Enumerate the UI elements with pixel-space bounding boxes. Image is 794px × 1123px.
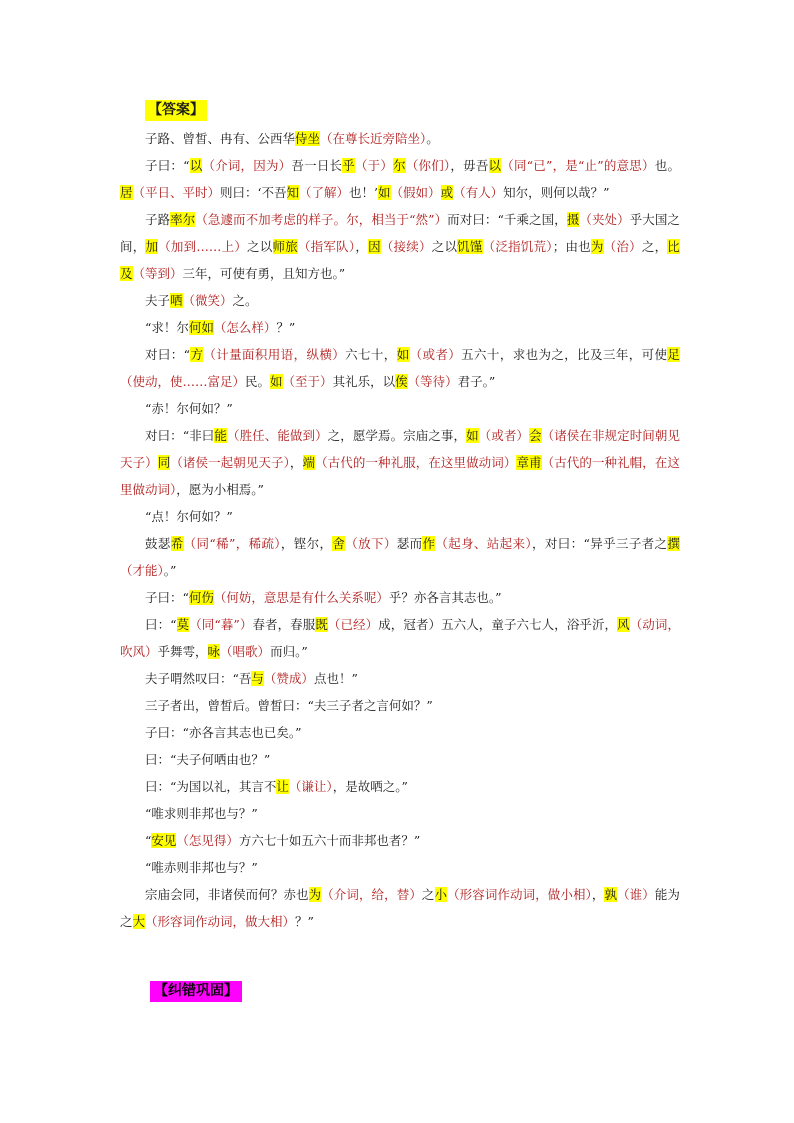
highlighted-word: 如	[270, 374, 283, 389]
paragraph	[120, 287, 680, 314]
highlighted-word: 知	[286, 185, 300, 200]
paragraph	[120, 422, 680, 503]
annotation-note: （同“稀”，稀疏）	[183, 536, 281, 551]
annotation-note: （动词，吹风）	[120, 617, 680, 659]
highlighted-word: 哂	[170, 293, 183, 308]
text-run: 则曰：‘不吾	[220, 185, 287, 200]
text-run: 对曰：“	[145, 347, 191, 362]
annotation-note: （诸侯一起朝见天子）	[170, 455, 290, 470]
text-run: ，铿尔，	[280, 536, 333, 551]
highlighted-word: 莫	[176, 617, 190, 632]
text-run: 瑟而	[396, 536, 423, 551]
text-run: 之。	[232, 293, 258, 308]
paragraph	[120, 719, 680, 746]
paragraph	[120, 503, 680, 530]
annotation-note: （计量面积用语，纵横）	[203, 347, 346, 362]
text-run: 君子。”	[457, 374, 496, 389]
highlighted-word: 撰	[667, 536, 680, 551]
text-run: 曰：“夫子何哂由也？”	[145, 752, 271, 767]
text-run: 子曰：“	[145, 590, 189, 605]
highlighted-word: 如	[466, 428, 479, 443]
annotation-note: （形容词作动词，做大相）	[145, 914, 296, 929]
text-run: 之以	[431, 239, 458, 254]
highlighted-word: 孰	[604, 887, 618, 902]
annotation-note: （同“暮”）	[189, 617, 253, 632]
text-run: 点也！”	[313, 671, 358, 686]
text-run: 成，冠者）五六人，童子六七人，浴乎沂，	[378, 617, 618, 632]
annotation-note: （有人）	[453, 185, 504, 200]
text-run: 乎大国之间，	[120, 212, 680, 254]
highlighted-word: 能	[214, 428, 227, 443]
paragraph	[120, 827, 680, 854]
highlighted-word: 作	[422, 536, 436, 551]
text-run: 吾一日长	[291, 158, 343, 173]
highlighted-word: 率尔	[170, 212, 196, 227]
highlighted-word: 加	[145, 239, 159, 254]
annotation-note: （放下）	[345, 536, 397, 551]
annotation-note: （等待）	[407, 374, 458, 389]
text-run: 五六十，求也为之，比及三年，可使	[461, 347, 668, 362]
highlighted-word: 既	[315, 617, 328, 632]
annotation-note: （治）	[603, 239, 642, 254]
annotation-note: （古代的一种礼帽，在这里做动词）	[120, 455, 680, 497]
text-run: 方六七十如五六十而非邦也者？”	[238, 833, 421, 848]
annotation-note: （泛指饥荒）	[482, 239, 553, 254]
annotation-note: （急遽而不加考虑的样子。尔，相当于“然”）	[195, 212, 448, 227]
text-run: “	[145, 833, 152, 848]
annotation-note: （诸侯在非规定时间朝见天子）	[120, 428, 680, 470]
text-run: 也。	[654, 158, 680, 173]
highlighted-word: 舍	[332, 536, 346, 551]
text-run: 子曰：“亦各言其志也已矣。”	[145, 725, 302, 740]
text-run: ，	[591, 887, 605, 902]
annotation-note: （夹处）	[579, 212, 630, 227]
annotation-note: （介词，因为）	[202, 158, 292, 173]
text-run: 对曰：“非曰	[145, 428, 215, 443]
annotation-note: （或者）	[409, 347, 462, 362]
highlighted-word: 或	[440, 185, 454, 200]
review-heading: 【纠错巩固】	[150, 981, 242, 1002]
text-run: ？”	[276, 320, 296, 335]
text-run: 子路	[145, 212, 171, 227]
text-run: 之，	[641, 239, 668, 254]
highlighted-word: 让	[276, 779, 289, 794]
paragraph	[120, 395, 680, 422]
paragraph	[120, 584, 680, 611]
text-run: “点！尔何如？”	[145, 509, 233, 524]
highlighted-word: 以	[488, 158, 502, 173]
paragraph	[120, 125, 680, 152]
highlighted-word: 何伤	[188, 590, 214, 605]
highlighted-word: 尔	[393, 158, 406, 173]
text-run: 三年，可使有勇，且知方也。”	[182, 266, 346, 281]
highlighted-word: 侍坐	[295, 131, 321, 146]
highlighted-word: 师旅	[272, 239, 298, 254]
text-run: ，	[289, 455, 303, 470]
annotation-note: （假如）	[390, 185, 441, 200]
annotation-note: （加到……上）	[158, 239, 248, 254]
highlighted-word: 因	[368, 239, 381, 254]
annotation-note: （了解）	[299, 185, 350, 200]
text-run: 而对曰：“千乘之国，	[447, 212, 567, 227]
annotation-note: （等到）	[132, 266, 183, 281]
text-run: 也！’	[349, 185, 379, 200]
text-run: 鼓瑟	[145, 536, 171, 551]
text-run: 之，愿学焉。宗庙之事，	[327, 428, 467, 443]
highlighted-word: 如	[378, 185, 391, 200]
annotation-note: （谦让）	[288, 779, 333, 794]
annotation-note: （已经）	[327, 617, 379, 632]
text-run: 民。	[245, 374, 271, 389]
text-run: “唯赤则非邦也与？”	[145, 860, 258, 875]
text-run: ，愿为小相焉。”	[176, 482, 264, 497]
paragraph	[120, 665, 680, 692]
highlighted-word: 足	[667, 347, 680, 362]
highlighted-word: 摄	[566, 212, 580, 227]
text-run: 宗庙会同，非诸侯而何？赤也	[145, 887, 309, 902]
text-run: ，对曰：“异乎三子者之	[532, 536, 668, 551]
annotation-note: （微笑）	[182, 293, 233, 308]
text-run: ？”	[295, 914, 314, 929]
annotation-note: （古代的一种礼服，在这里做动词）	[315, 455, 517, 470]
annotation-note: （胜任、能做到）	[226, 428, 328, 443]
text-run: “唯求则非邦也与？”	[145, 806, 258, 821]
text-run: ，是故哂之。”	[332, 779, 408, 794]
highlighted-word: 风	[617, 617, 630, 632]
highlighted-word: 咏	[207, 644, 221, 659]
highlighted-word: 为	[308, 887, 322, 902]
paragraph	[120, 881, 680, 935]
text-run: 三子者出，曾皙后。曾皙曰：“夫三子者之言何如？”	[145, 698, 433, 713]
text-run: 夫子	[145, 293, 171, 308]
paragraph	[120, 530, 680, 584]
annotation-note: （介词，给，替）	[321, 887, 422, 902]
paragraph	[120, 854, 680, 881]
paragraph	[120, 611, 680, 665]
highlighted-word: 方	[190, 347, 204, 362]
annotation-note: （或者）	[478, 428, 530, 443]
highlighted-word: 大	[132, 914, 146, 929]
text-run: 能为之	[120, 887, 680, 929]
highlighted-word: 乎	[342, 158, 355, 173]
annotation-note: （在尊长近旁陪坐）	[320, 131, 427, 146]
text-run: “赤！尔何如？”	[145, 401, 233, 416]
text-run: 而归。”	[270, 644, 308, 659]
annotation-note: （使动，使……富足）	[120, 374, 246, 389]
text-run: 乎？亦各言其志也。”	[388, 590, 502, 605]
annotation-note: （起身、站起来）	[435, 536, 533, 551]
annotation-note: （何妨，意思是有什么关系呢）	[213, 590, 389, 605]
annotation-note: （唱歌）	[220, 644, 271, 659]
text-run: 曰：“	[145, 617, 177, 632]
annotation-note: （至于）	[282, 374, 333, 389]
text-run: 乎舞雩，	[157, 644, 208, 659]
paragraph	[120, 206, 680, 287]
annotation-note: （谁）	[617, 887, 655, 902]
annotation-note: （平日、平时）	[132, 185, 221, 200]
text-run: 六七十，	[345, 347, 397, 362]
highlighted-word: 为	[590, 239, 604, 254]
annotation-note: （赞成）	[263, 671, 314, 686]
paragraph	[120, 692, 680, 719]
annotation-note: （你们）	[405, 158, 451, 173]
highlighted-word: 比及	[120, 239, 680, 281]
paragraph	[120, 800, 680, 827]
text-run: ；由也	[552, 239, 591, 254]
answer-heading: 【答案】	[145, 100, 207, 121]
highlighted-word: 章甫	[516, 455, 542, 470]
paragraph	[120, 314, 680, 341]
text-run: 之以	[247, 239, 273, 254]
annotation-note: （指军队）	[297, 239, 356, 254]
annotation-note: （接续）	[380, 239, 432, 254]
highlighted-word: 以	[189, 158, 203, 173]
highlighted-word: 希	[170, 536, 184, 551]
text-run: 夫子喟然叹曰：“吾	[145, 671, 252, 686]
annotation-note: （才能）	[120, 563, 164, 578]
text-run: 子曰：“	[145, 158, 190, 173]
text-run: 之	[421, 887, 435, 902]
highlighted-word: 饥馑	[457, 239, 483, 254]
highlighted-word: 同	[157, 455, 171, 470]
paragraph	[120, 341, 680, 395]
text-run: 春者，春服	[252, 617, 316, 632]
text-run: ，毋吾	[450, 158, 489, 173]
highlighted-word: 如	[396, 347, 410, 362]
annotation-note: （怎么样）	[213, 320, 277, 335]
annotation-note: （怎见得）	[176, 833, 239, 848]
text-run: 子路、曾皙、冉有、公西华	[145, 131, 296, 146]
paragraph	[120, 152, 680, 206]
annotation-note: （同“已”，是“止”的意思）	[501, 158, 655, 173]
text-run: 。”	[163, 563, 177, 578]
paragraph	[120, 773, 680, 800]
answer-body	[120, 125, 680, 935]
annotation-note: （于）	[354, 158, 394, 173]
text-run: 曰：“为国以礼，其言不	[145, 779, 277, 794]
paragraph	[120, 746, 680, 773]
highlighted-word: 小	[434, 887, 448, 902]
text-run: 知尔，则何以哉？”	[503, 185, 610, 200]
text-run: ，	[355, 239, 369, 254]
text-run: 其礼乐，以	[332, 374, 396, 389]
annotation-note: （形容词作动词，做小相）	[447, 887, 592, 902]
text-run: 。	[426, 131, 439, 146]
text-run: “求！尔	[145, 320, 189, 335]
highlighted-word: 居	[120, 185, 133, 200]
highlighted-word: 端	[302, 455, 316, 470]
highlighted-word: 俟	[395, 374, 408, 389]
highlighted-word: 与	[251, 671, 264, 686]
highlighted-word: 安见	[151, 833, 177, 848]
highlighted-word: 会	[529, 428, 542, 443]
highlighted-word: 何如	[188, 320, 214, 335]
